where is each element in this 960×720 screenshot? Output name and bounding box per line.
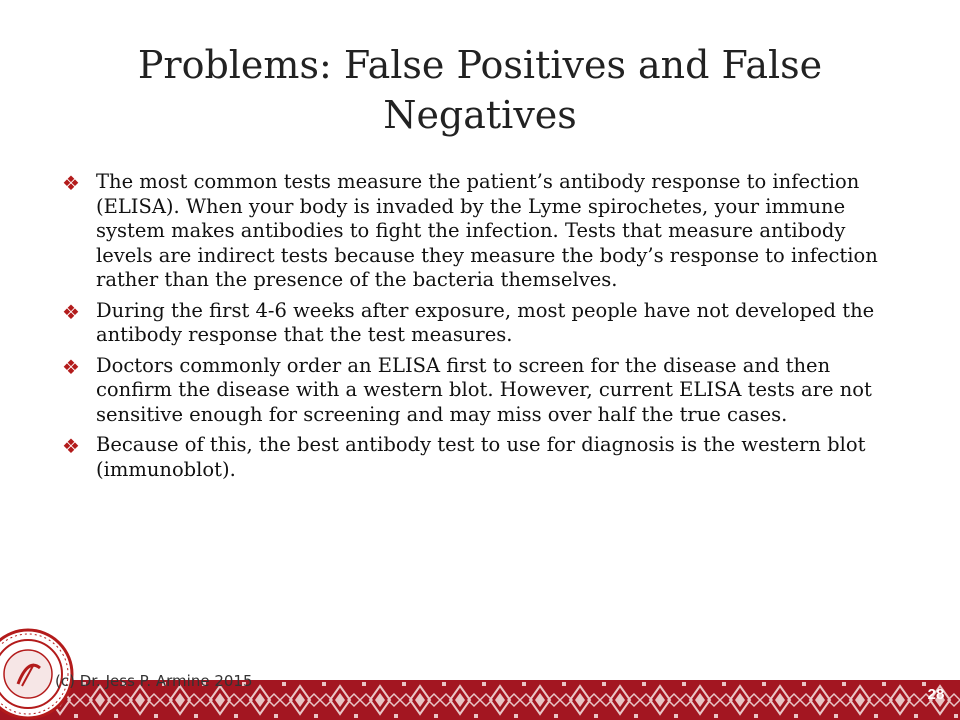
bullet-item (62, 354, 902, 428)
four-petal-diamond-icon: ❖ (62, 171, 80, 195)
four-petal-diamond-icon: ❖ (62, 434, 80, 458)
page-number: 28 (927, 686, 945, 703)
four-petal-diamond-icon: ❖ (62, 299, 80, 324)
bullet-item (62, 433, 902, 482)
four-petal-diamond-icon: ❖ (62, 354, 80, 379)
bullet-text: Doctors commonly order an ELISA first to screen for the disease and then confirm the disease with a western blot. However, current ELISA tests are not sensitive enough for screening and may miss over half the true cases. (96, 353, 872, 426)
bullet-item (62, 299, 902, 348)
bullet-text: During the first 4-6 weeks after exposure, most people have not developed the antibody response that the test measures. (96, 298, 875, 346)
bullet-text: The most common tests measure the patient’s antibody response to infection (ELISA). When your body is invaded by the Lyme spirochetes, your immune system makes antibodies to fight the infection. Tests that measure antibody levels are indirect tests because they measure the body’s response to infection rather than the presence of the bacteria themselves. (96, 170, 878, 291)
bullet-list (62, 170, 902, 488)
slide-title: Problems: False Positives and False Negatives (137, 43, 823, 137)
copyright-text: (c) Dr. Jess P. Armine 2015 (55, 672, 253, 690)
bullet-text: Because of this, the best antibody test to use for diagnosis is the western blot (immunoblot). (96, 433, 866, 481)
bullet-item (62, 170, 902, 293)
